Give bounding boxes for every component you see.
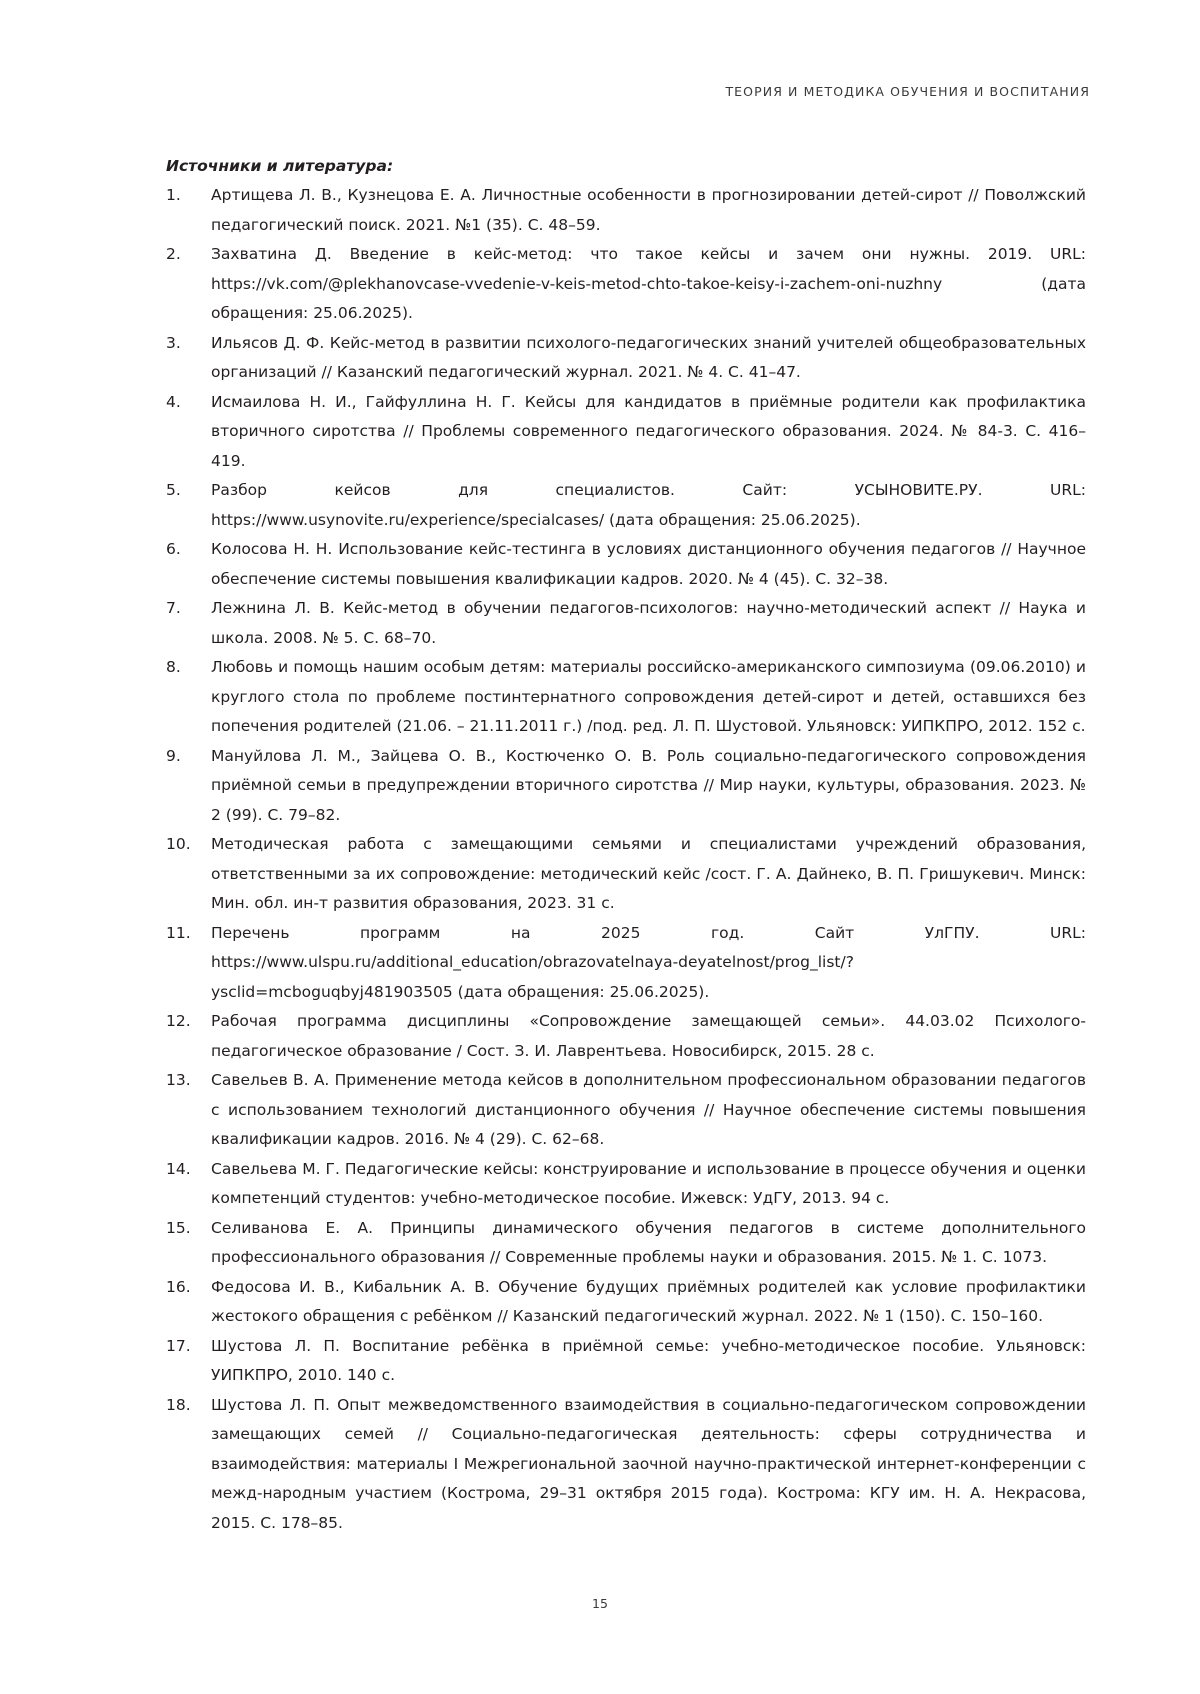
reference-number: 5. (166, 481, 181, 499)
reference-number: 15. (166, 1218, 191, 1237)
reference-number: 13. (166, 1071, 191, 1089)
reference-number: 3. (166, 333, 181, 352)
reference-item (166, 388, 1086, 477)
reference-number: 11. (166, 923, 191, 942)
reference-number: 18. (166, 1395, 191, 1414)
references-list (166, 181, 1086, 1538)
reference-text: Разбор кейсов для специалистов. Сайт: УСЫНОВИТЕ.РУ. URL: https://www.usynovite.ru/experience/specialcases/ (дата обращения: 25.06.2025). (211, 481, 1086, 529)
reference-item (166, 535, 1086, 594)
reference-item (166, 742, 1086, 831)
reference-item (166, 1066, 1086, 1155)
reference-text: Лежнина Л. В. Кейс-метод в обучении педагогов-психологов: научно-методический аспект // Наука и школа. 2008. № 5. С. 68–70. (211, 599, 1086, 647)
reference-item (166, 1155, 1086, 1214)
references-heading: Источники и литература: (166, 157, 394, 175)
reference-text: Рабочая программа дисциплины «Сопровождение замещающей семьи». 44.03.02 Психолого-педагогическое образование / Сост. З. И. Лаврентьева. Новосибирск, 2015. 28 с. (211, 1012, 1086, 1060)
reference-item (166, 476, 1086, 535)
reference-item (166, 830, 1086, 919)
reference-item (166, 1332, 1086, 1391)
reference-item (166, 1391, 1086, 1539)
reference-number: 4. (166, 392, 181, 411)
reference-number: 16. (166, 1277, 191, 1296)
reference-text: Захватина Д. Введение в кейс-метод: что такое кейсы и зачем они нужны. 2019. URL: https://vk.com/@plekhanovcase-vvedenie-v-keis-metod-chto-takoe-keisy-i-zachem-oni-nuzhny (дата обращения: 25.06.2025). (211, 245, 1086, 322)
reference-item (166, 594, 1086, 653)
reference-number: 6. (166, 540, 181, 558)
reference-number: 9. (166, 746, 181, 765)
reference-text: Колосова Н. Н. Использование кейс-тестинга в условиях дистанционного обучения педагогов // Научное обеспечение системы повышения квалификации кадров. 2020. № 4 (45). С. 32–38. (211, 540, 1086, 588)
reference-item (166, 1007, 1086, 1066)
reference-text: Шустова Л. П. Воспитание ребёнка в приёмной семье: учебно-методическое пособие. Ульяновск: УИПКПРО, 2010. 140 с. (211, 1336, 1086, 1384)
reference-number: 7. (166, 599, 181, 617)
reference-text: Перечень программ на 2025 год. Сайт УлГПУ. URL: https://www.ulspu.ru/additional_education/obrazovatelnaya-deyatelnost/prog_list/?ysclid=mcboguqbyj481903505 (дата обращения: 25.06.2025). (211, 923, 1086, 1001)
reference-item (166, 181, 1086, 240)
reference-item (166, 1273, 1086, 1332)
reference-text: Селиванова Е. А. Принципы динамического обучения педагогов в системе дополнительного профессионального образования // Современные проблемы науки и образования. 2015. № 1. С. 1073. (211, 1218, 1086, 1266)
reference-number: 17. (166, 1336, 191, 1355)
page-number: 15 (592, 1596, 608, 1611)
reference-number: 12. (166, 1012, 191, 1030)
reference-text: Мануйлова Л. М., Зайцева О. В., Костюченко О. В. Роль социально-педагогического сопровождения приёмной семьи в предупреждении вторичного сиротства // Мир науки, культуры, образования. 2023. № 2 (99). С. 79–82. (211, 746, 1086, 824)
reference-item (166, 1214, 1086, 1273)
reference-text: Методическая работа с замещающими семьями и специалистами учреждений образования, ответственными за их сопровождение: методический кейс /сост. Г. А. Дайнеко, В. П. Гришукевич. Минск: Мин. обл. ин-т развития образования, 2023. 31 с. (211, 835, 1086, 912)
reference-text: Савельева М. Г. Педагогические кейсы: конструирование и использование в процессе обучения и оценки компетенций студентов: учебно-методическое пособие. Ижевск: УдГУ, 2013. 94 с. (211, 1159, 1086, 1207)
reference-text: Федосова И. В., Кибальник А. В. Обучение будущих приёмных родителей как условие профилактики жестокого обращения с ребёнком // Казанский педагогический журнал. 2022. № 1 (150). С. 150–160. (211, 1277, 1086, 1325)
reference-text: Ильясов Д. Ф. Кейс-метод в развитии психолого-педагогических знаний учителей общеобразовательных организаций // Казанский педагогический журнал. 2021. № 4. С. 41–47. (211, 333, 1086, 381)
reference-number: 8. (166, 658, 181, 676)
reference-item (166, 240, 1086, 329)
reference-number: 14. (166, 1159, 191, 1178)
references-section (166, 156, 1086, 1538)
reference-text: Шустова Л. П. Опыт межведомственного взаимодействия в социально-педагогическом сопровождении замещающих семей // Социально-педагогическая деятельность: сферы сотрудничества и взаимодействия: материалы I Межрегиональной заочной научно-практической интернет-конференции с межд-народным участием (Кострома, 29–31 октября 2015 года). Кострома: КГУ им. Н. А. Некрасова, 2015. С. 178–85. (211, 1395, 1086, 1532)
reference-text: Савельев В. А. Применение метода кейсов в дополнительном профессиональном образовании педагогов с использованием технологий дистанционного обучения // Научное обеспечение системы повышения квалификации кадров. 2016. № 4 (29). С. 62–68. (211, 1071, 1086, 1148)
reference-number: 1. (166, 186, 181, 204)
reference-item (166, 329, 1086, 388)
reference-item (166, 653, 1086, 742)
running-header: ТЕОРИЯ И МЕТОДИКА ОБУЧЕНИЯ И ВОСПИТАНИЯ (725, 84, 1090, 99)
reference-number: 2. (166, 245, 181, 263)
reference-text: Исмаилова Н. И., Гайфуллина Н. Г. Кейсы для кандидатов в приёмные родители как профилактика вторичного сиротства // Проблемы современного педагогического образования. 2024. № 84-3. С. 416–419. (211, 392, 1086, 470)
reference-number: 10. (166, 835, 191, 853)
reference-text: Артищева Л. В., Кузнецова Е. А. Личностные особенности в прогнозировании детей-сирот // Поволжский педагогический поиск. 2021. №1 (35). С. 48–59. (211, 186, 1086, 234)
reference-text: Любовь и помощь нашим особым детям: материалы российско-американского симпозиума (09.06.2010) и круглого стола по проблеме постинтернатного сопровождения детей-сирот и детей, оставшихся без попечения родителей (21.06. – 21.11.2011 г.) /под. ред. Л. П. Шустовой. Ульяновск: УИПКПРО, 2012. 152 с. (211, 658, 1086, 735)
reference-item (166, 919, 1086, 1008)
